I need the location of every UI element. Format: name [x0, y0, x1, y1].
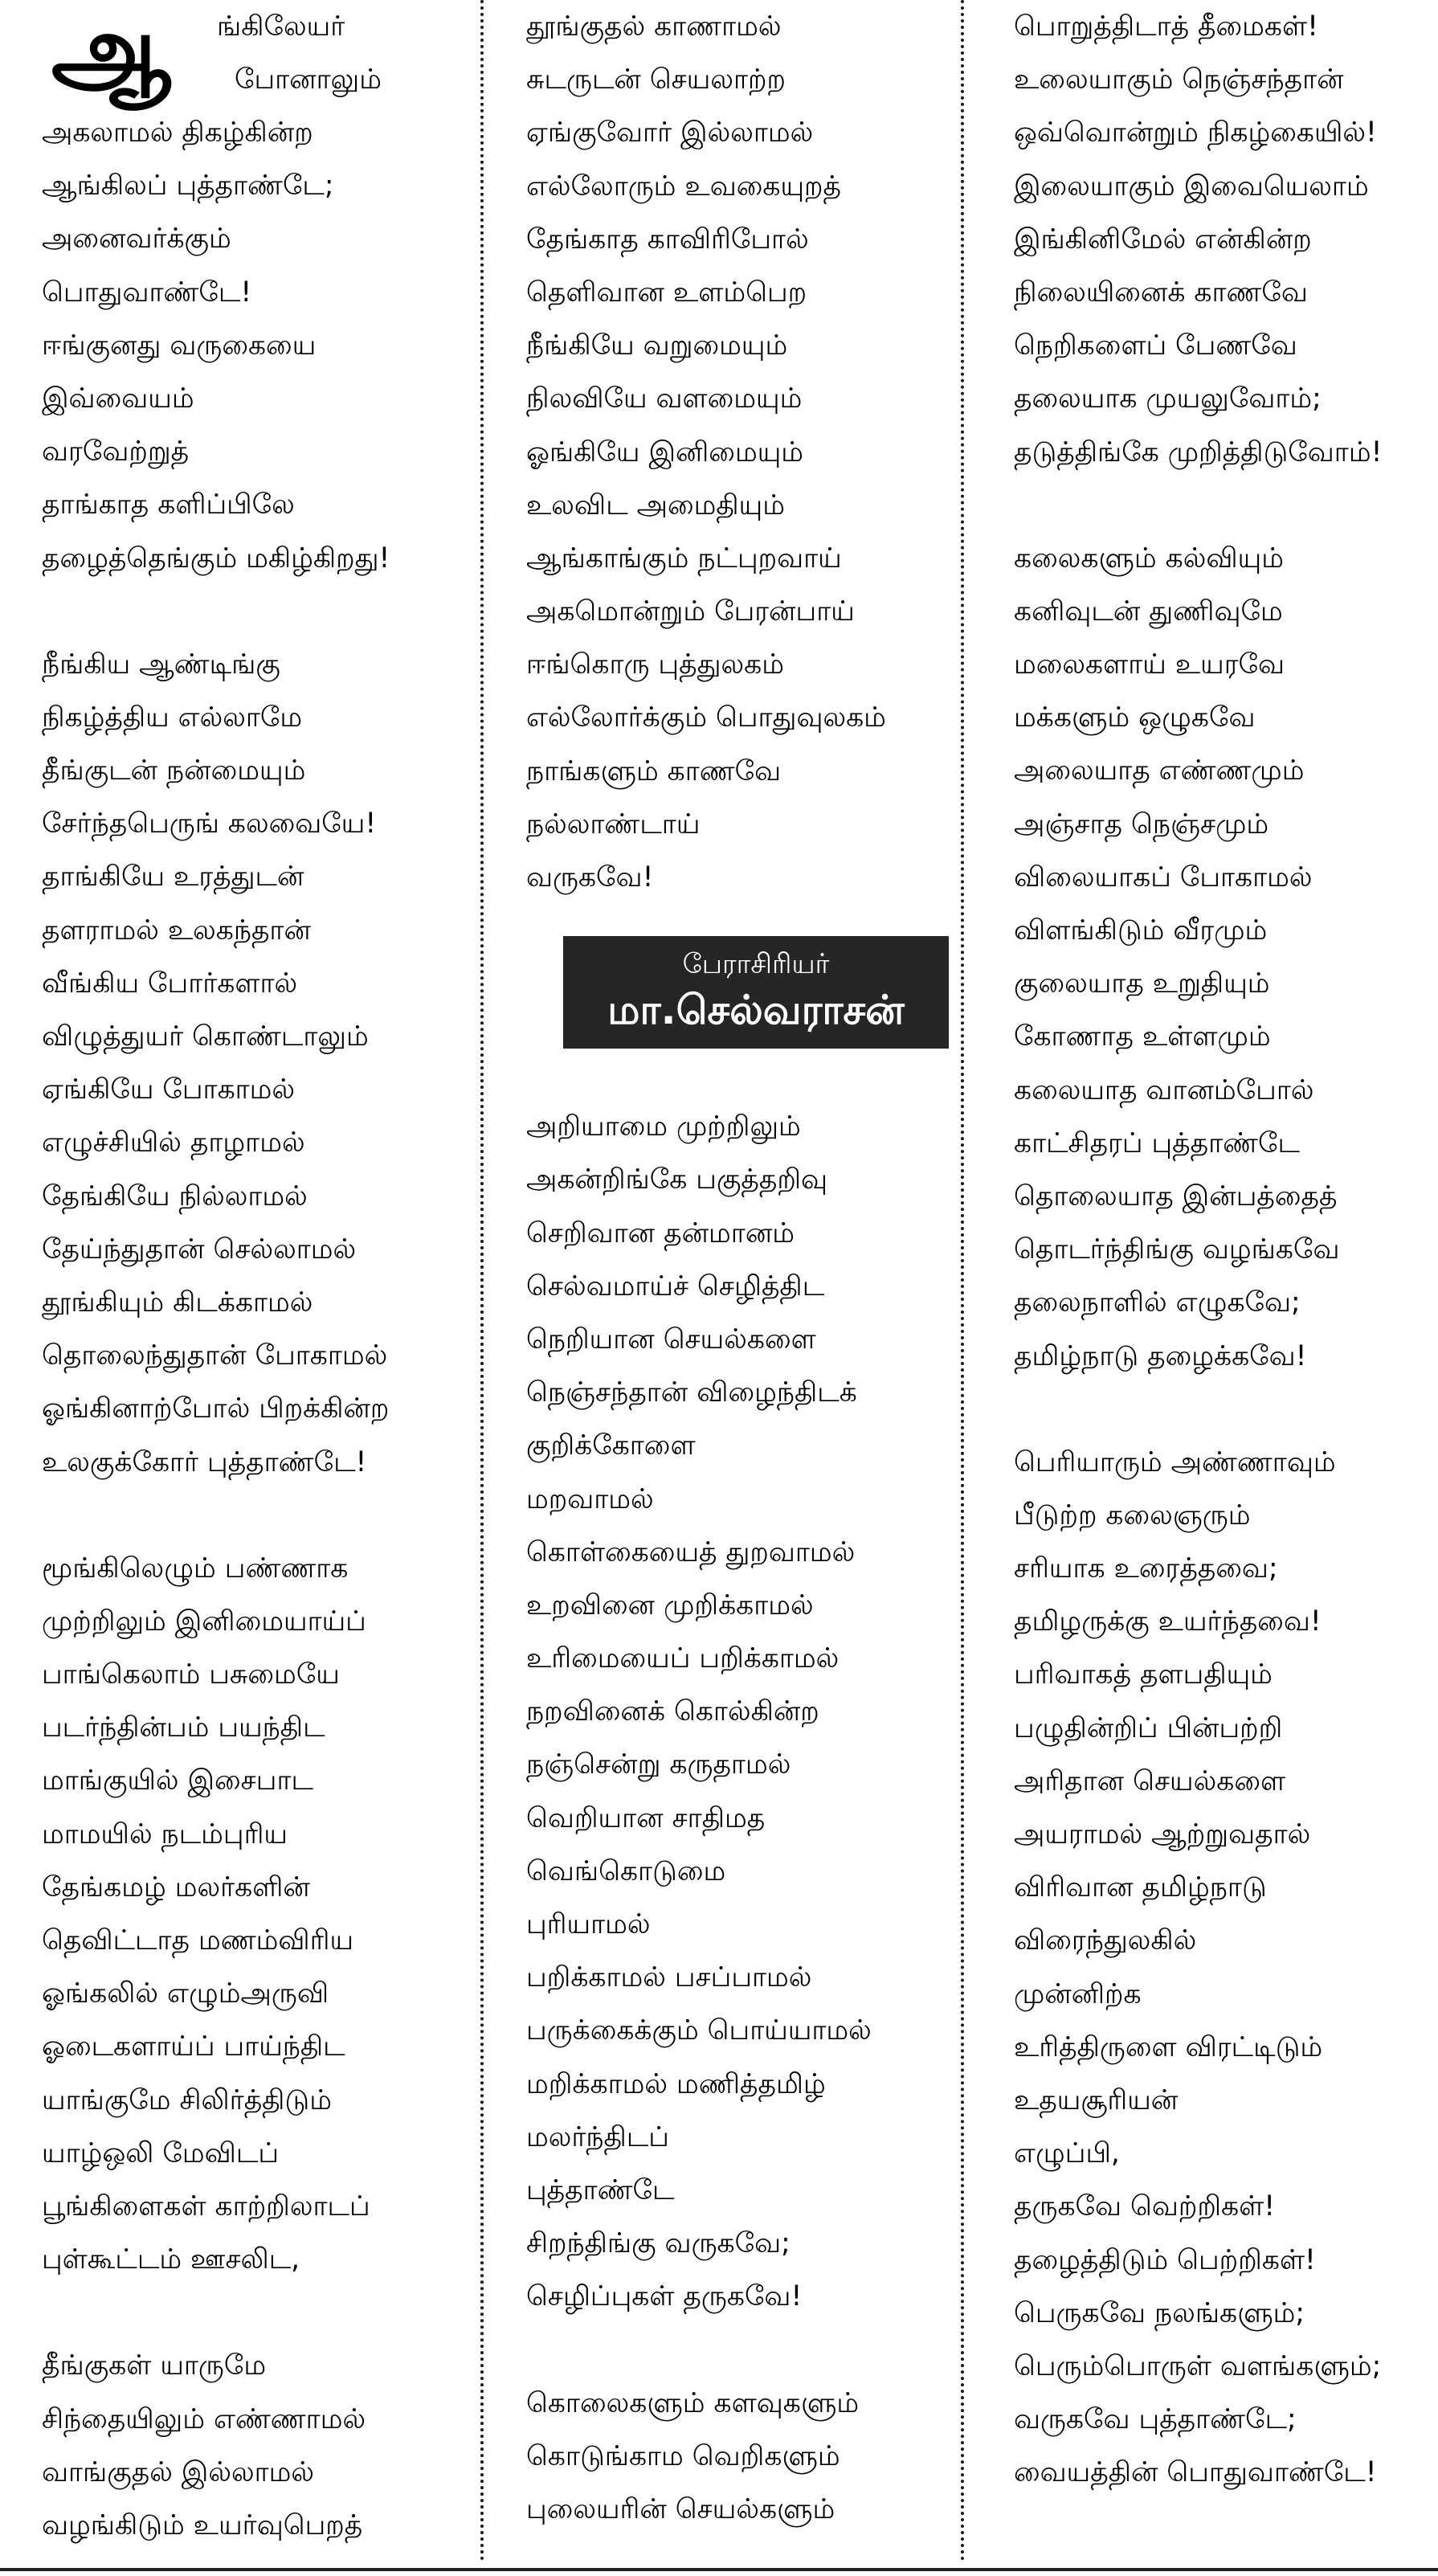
poem-line: தேங்காத காவிரிபோல் [526, 223, 809, 256]
poem-line: தொலைந்துதான் போகாமல் [42, 1339, 388, 1372]
poem-line: பாங்கெலாம் பசுமையே [42, 1658, 340, 1691]
poem-line: தமிழருக்கு உயர்ந்தவை! [1014, 1605, 1322, 1638]
poem-line: தழைத்திடும் பெற்றிகள்! [1014, 2243, 1316, 2276]
poem-line: வாங்குதல் இல்லாமல் [42, 2455, 315, 2488]
poem-line: நிலையினைக் காணவே [1014, 276, 1308, 309]
poem-line: செழிப்புகள் தருகவே! [526, 2280, 803, 2313]
poem-line: புள்கூட்டம் ஊசலிட, [42, 2243, 300, 2276]
poem-line: அறியாமை முற்றிலும் [526, 1110, 801, 1143]
poem-line: தருகவே வெற்றிகள்! [1014, 2190, 1276, 2223]
poem-line: ஆங்கிலப் புத்தாண்டே; [42, 170, 334, 202]
poem-line: பீடுற்ற கலைஞரும் [1014, 1499, 1251, 1531]
poem-line: மறிக்காமல் மணித்தமிழ் [526, 2067, 826, 2100]
poem-line: உலவிட அமைதியும் [526, 489, 785, 521]
poem-line: யாழ்ஒலி மேவிடப் [42, 2136, 280, 2169]
poem-line: சிந்தையிலும் எண்ணாமல் [42, 2402, 366, 2435]
poem-line: உதயசூரியன் [1014, 2083, 1179, 2116]
poem-line: உலையாகும் நெஞ்சந்தான் [1014, 63, 1344, 96]
opening-line-1: ங்கிலேயர் [217, 10, 345, 43]
poem-line: இங்கினிமேல் என்கின்ற [1014, 223, 1312, 256]
poem-line: பூங்கிளைகள் காற்றிலாடப் [42, 2190, 370, 2222]
poem-line: புலையரின் செயல்களும் [526, 2492, 835, 2525]
poem-line: தீங்குகள் யாருமே [42, 2349, 267, 2382]
stanza [1014, 532, 1438, 1383]
poem-line: ஏங்குவோர் இல்லாமல் [526, 117, 814, 149]
poem-line: முன்னிற்க [1014, 1977, 1142, 2010]
poem-line: புத்தாண்டே [526, 2173, 675, 2206]
poem-line: விரைந்துலகில் [1014, 1924, 1197, 1957]
poem-line: தளராமல் உலகந்தான் [42, 914, 311, 947]
poem-line: கோணாத உள்ளமும் [1014, 1020, 1271, 1053]
poem-line: யாங்குமே சிலிர்த்திடும் [42, 2083, 332, 2116]
poem-line: நாங்களும் காணவே [526, 754, 782, 787]
poem-line: தெவிட்டாத மணம்விரிய [42, 1924, 354, 1957]
poem-line: பொதுவாண்டே! [42, 276, 252, 309]
poem-line: ஆங்காங்கும் நட்புறவாய் [526, 542, 842, 574]
poem-line: உலகுக்கோர் புத்தாண்டே! [42, 1445, 367, 1478]
poem-line: தலைநாளில் எழுகவே; [1014, 1286, 1301, 1319]
stanza [42, 1542, 476, 2287]
poem-line: தூங்குதல் காணாமல் [526, 10, 782, 43]
poem-line: அஞ்சாத நெஞ்சமும் [1014, 808, 1269, 840]
poem-line: சிறந்திங்கு வருகவே; [526, 2227, 790, 2260]
poem-line: மலர்ந்திடப் [526, 2120, 669, 2153]
poem-line: தாங்காத களிப்பிலே [42, 489, 295, 521]
opening-lines [42, 0, 476, 106]
poem-line: தீங்குடன் நன்மையும் [42, 754, 306, 787]
poem-line: கொலைகளும் களவுகளும் [526, 2386, 860, 2419]
stanza [1014, 1436, 1438, 2500]
poem-line: ஓங்கினாற்போல் பிறக்கின்ற [42, 1392, 390, 1425]
poem-line: ஓடைகளாய்ப் பாய்ந்திட [42, 2030, 345, 2063]
poem-line: அரிதான செயல்களை [1014, 1764, 1286, 1797]
column-divider [961, 0, 964, 2563]
poem-line: தெளிவான உளம்பெற [526, 276, 807, 309]
poem-line: ஓங்கியே இனிமையும் [526, 435, 804, 468]
stanza [526, 1100, 960, 2323]
poem-line: தாங்கியே உரத்துடன் [42, 861, 304, 893]
poem-line: மாங்குயில் இசைபாட [42, 1764, 313, 1797]
poem-line: பறிக்காமல் பசப்பாமல் [526, 1961, 812, 1994]
poem-line: முற்றிலும் இனிமையாய்ப் [42, 1605, 366, 1638]
column-divider [480, 0, 484, 2563]
poem-line: ஈங்குனது வருகையை [42, 329, 317, 362]
poem-line: தலையாக முயலுவோம்; [1014, 382, 1322, 415]
poem-line: இலையாகும் இவையெலாம் [1014, 170, 1369, 202]
poem-line: காட்சிதரப் புத்தாண்டே [1014, 1126, 1301, 1159]
poem-column-1 [42, 0, 476, 2565]
stanza [526, 0, 960, 904]
poem-line: மூங்கிலெழும் பண்ணாக [42, 1552, 349, 1584]
poem-line: ஈங்கொரு புத்துலகம் [526, 648, 784, 681]
poem-line: தடுத்திங்கே முறித்திடுவோம்! [1014, 435, 1383, 468]
poem-line: தொலையாத இன்பத்தைத் [1014, 1180, 1338, 1212]
poem-line: தேய்ந்துதான் செல்லாமல் [42, 1233, 357, 1266]
poem-line: செல்வமாய்ச் செழித்திட [526, 1270, 825, 1302]
stanza [42, 106, 476, 585]
poem-line: அலையாத எண்ணமும் [1014, 754, 1305, 787]
poem-line: மலைகளாய் உயரவே [1014, 648, 1285, 681]
poem-line: சரியாக உரைத்தவை; [1014, 1552, 1278, 1585]
poem-line: ஓங்கலில் எழும்அருவி [42, 1977, 329, 2010]
poem-line: விரிவான தமிழ்நாடு [1014, 1871, 1267, 1904]
poem-line: ஏங்கியே போகாமல் [42, 1073, 296, 1106]
author-box [563, 936, 949, 1049]
poem-line: வெங்கொடுமை [526, 1854, 726, 1887]
poem-line: விலையாகப் போகாமல் [1014, 861, 1313, 893]
poem-line: விழுத்துயர் கொண்டாலும் [42, 1020, 369, 1053]
poem-line: சேர்ந்தபெருங் கலவையே! [42, 808, 377, 840]
poem-line: உரிமையைப் பறிக்காமல் [526, 1642, 840, 1675]
poem-line: வரவேற்றுத் [42, 435, 190, 468]
poem-line: நெறியான செயல்களை [526, 1323, 816, 1355]
poem-line: நல்லாண்டாய் [526, 808, 701, 840]
poem-line: நறவினைக் கொல்கின்ற [526, 1695, 819, 1728]
poem-line: எல்லோர்க்கும் பொதுவுலகம் [526, 701, 886, 734]
drop-cap-letter: ஆ [51, 0, 172, 104]
poem-line: வையத்தின் பொதுவாண்டே! [1014, 2456, 1377, 2489]
poem-line: வழங்கிடும் உயர்வுபெறத் [42, 2509, 363, 2541]
stanza [42, 638, 476, 1489]
poem-line: பருக்கைக்கும் பொய்யாமல் [526, 2014, 872, 2047]
poem-line: தொடர்ந்திங்கு வழங்கவே [1014, 1233, 1340, 1266]
poem-line: நீங்கிய ஆண்டிங்கு [42, 648, 280, 681]
stanza [526, 2377, 960, 2537]
poem-line: வெறியான சாதிமத [526, 1801, 766, 1834]
poem-line: பெரியாரும் அண்ணாவும் [1014, 1445, 1336, 1478]
poem-line: அகலாமல் திகழ்கின்ற [42, 117, 313, 149]
poem-line: வீங்கிய போர்களால் [42, 967, 298, 1000]
author-name: மா.செல்வராசன் [607, 987, 905, 1034]
poem-line: உறவினை முறிக்காமல் [526, 1589, 814, 1621]
poem-line: கலையாத வானம்போல் [1014, 1073, 1314, 1106]
poem-line: தூங்கியும் கிடக்காமல் [42, 1286, 313, 1319]
poem-line: நிகழ்த்திய எல்லாமே [42, 701, 303, 734]
poem-column-2 [526, 0, 960, 2565]
poem-line: தேங்கியே நில்லாமல் [42, 1180, 308, 1212]
poem-line: சுடருடன் செயலாற்ற [526, 63, 786, 96]
poem-line: அயராமல் ஆற்றுவதால் [1014, 1818, 1311, 1850]
poem-line: தழைத்தெங்கும் மகிழ்கிறது! [42, 542, 390, 574]
poem-line: நெஞ்சந்தான் விழைந்திடக் [526, 1376, 857, 1409]
poem-line: விளங்கிடும் வீரமும் [1014, 914, 1268, 947]
poem-line: பெருகவே நலங்களும்; [1014, 2296, 1305, 2329]
poem-line: அனைவர்க்கும் [42, 223, 231, 256]
poem-line: பழுதின்றிப் பின்பற்றி [1014, 1711, 1283, 1744]
opening-line-2: போனாலும் [235, 63, 382, 96]
poem-line: இவ்வையம் [42, 382, 194, 415]
stanza [42, 2339, 476, 2552]
author-role: பேராசிரியர் [682, 948, 830, 981]
poem-line: படர்ந்தின்பம் பயந்திட [42, 1711, 325, 1744]
poem-line: பெரும்பொருள் வளங்களும்; [1014, 2349, 1382, 2382]
poem-line: உரித்திருளை விரட்டிடும் [1014, 2030, 1323, 2063]
poem-line: மறவாமல் [526, 1482, 654, 1515]
poem-line: வருகவே புத்தாண்டே; [1014, 2403, 1297, 2436]
poem-line: கொடுங்காம வெறிகளும் [526, 2439, 840, 2472]
poem-line: குலையாத உறுதியும் [1014, 967, 1270, 1000]
poem-line: நெறிகளைப் பேணவே [1014, 329, 1297, 362]
poem-line: வருகவே! [526, 861, 654, 893]
poem-line: புரியாமல் [526, 1908, 651, 1940]
poem-line: எழுச்சியில் தாழாமல் [42, 1126, 305, 1159]
poem-line: ஒவ்வொன்றும் நிகழ்கையில்! [1014, 117, 1377, 149]
poem-line: மக்களும் ஒழுகவே [1014, 701, 1256, 734]
poem-column-3 [1014, 0, 1438, 2565]
poem-line: எல்லோரும் உவகையுறத் [526, 170, 841, 202]
stanza [1014, 0, 1438, 479]
poem-line: அகன்றிங்கே பகுத்தறிவு [526, 1163, 828, 1196]
poem-line: பொறுத்திடாத் தீமைகள்! [1014, 10, 1318, 43]
poem-line: குறிக்கோளை [526, 1429, 696, 1462]
poem-line: கனிவுடன் துணிவுமே [1014, 595, 1283, 628]
poem-line: எழுப்பி, [1014, 2137, 1120, 2170]
poem-line: நஞ்சென்று கருதாமல் [526, 1748, 791, 1781]
poem-line: பரிவாகத் தளபதியும் [1014, 1658, 1273, 1691]
poem-line: நிலவியே வளமையும் [526, 382, 803, 415]
poem-line: மாமயில் நடம்புரிய [42, 1818, 288, 1850]
poem-line: தமிழ்நாடு தழைக்கவே! [1014, 1339, 1307, 1372]
poem-line: அகமொன்றும் பேரன்பாய் [526, 595, 855, 628]
poem-line: தேங்கமழ் மலர்களின் [42, 1871, 310, 1903]
poem-line: செறிவான தன்மானம் [526, 1216, 795, 1249]
poem-line: கலைகளும் கல்வியும் [1014, 542, 1284, 574]
bottom-rule [0, 2568, 1438, 2571]
poem-line: நீங்கியே வறுமையும் [526, 329, 788, 362]
poem-line: கொள்கையைத் துறவாமல் [526, 1535, 856, 1568]
